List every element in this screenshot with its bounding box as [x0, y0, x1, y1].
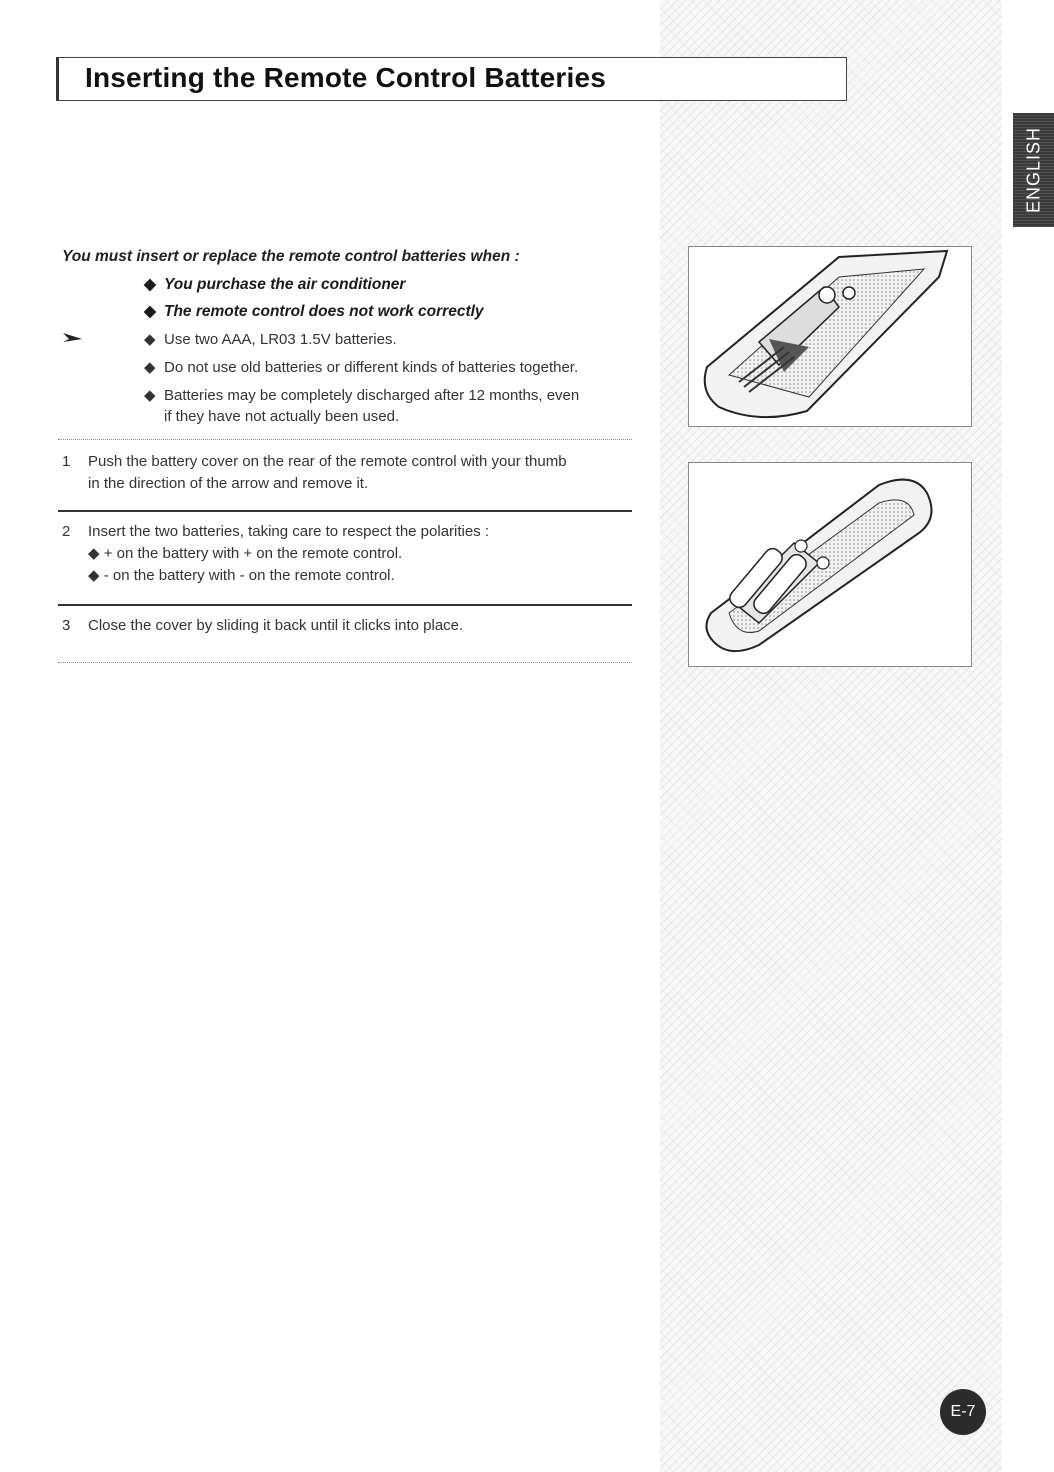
page-title: Inserting the Remote Control Batteries [85, 62, 607, 93]
note-item-continuation: if they have not actually been used. [164, 408, 400, 425]
note-item-text: Use two AAA, LR03 1.5V batteries. [164, 331, 397, 348]
intro-item [144, 275, 642, 294]
step-text [88, 451, 642, 495]
step-divider [58, 510, 632, 512]
diamond-bullet-icon: ◆ [144, 387, 156, 404]
figure-insert-batteries [688, 462, 972, 667]
side-pattern-strip [660, 0, 1002, 1472]
step-line: Push the battery cover on the rear of the remote control with your thumb [88, 453, 567, 470]
language-tab [1013, 113, 1054, 227]
section-divider-dotted [58, 662, 632, 663]
diamond-bullet-icon: ◆ [144, 276, 156, 293]
section-divider-dotted [58, 439, 632, 440]
intro-item [144, 302, 642, 321]
remote-cover-removal-illustration [689, 247, 971, 426]
note-item [144, 329, 642, 350]
step-line: in the direction of the arrow and remove it. [88, 475, 369, 492]
step-line: ◆ - on the battery with - on the remote control. [88, 567, 395, 584]
intro-item-text: You purchase the air conditioner [164, 276, 406, 293]
diamond-bullet-icon: ◆ [144, 303, 156, 320]
intro-item-text: The remote control does not work correctly [164, 303, 484, 320]
intro-section [62, 248, 642, 329]
note-item [144, 385, 642, 406]
step-line: ◆ + on the battery with + on the remote control. [88, 545, 403, 562]
note-item-text: Do not use old batteries or different kinds of batteries together. [164, 359, 579, 376]
note-item-text: Batteries may be completely discharged after 12 months, even [164, 387, 580, 404]
step-1 [62, 451, 642, 495]
page-number-badge: E-7 [940, 1389, 986, 1435]
note-item [144, 357, 642, 378]
step-line: Insert the two batteries, taking care to respect the polarities : [88, 523, 490, 540]
step-number: 3 [62, 617, 71, 634]
note-arrow-icon [62, 331, 86, 345]
step-number: 2 [62, 523, 71, 540]
intro-heading: You must insert or replace the remote control batteries when : [62, 248, 520, 265]
step-3 [62, 615, 642, 637]
step-text [88, 521, 642, 587]
diamond-bullet-icon: ◆ [144, 331, 156, 348]
page-title-box [56, 57, 847, 101]
step-number: 1 [62, 453, 71, 470]
figure-remove-cover [688, 246, 972, 427]
step-divider [58, 604, 632, 606]
step-line: Close the cover by sliding it back until it clicks into place. [88, 617, 464, 634]
step-text [88, 615, 642, 637]
remote-battery-insertion-illustration [689, 463, 971, 666]
step-2 [62, 521, 642, 587]
note-section [62, 329, 642, 434]
language-tab-label: ENGLISH [1023, 126, 1043, 214]
diamond-bullet-icon: ◆ [144, 359, 156, 376]
